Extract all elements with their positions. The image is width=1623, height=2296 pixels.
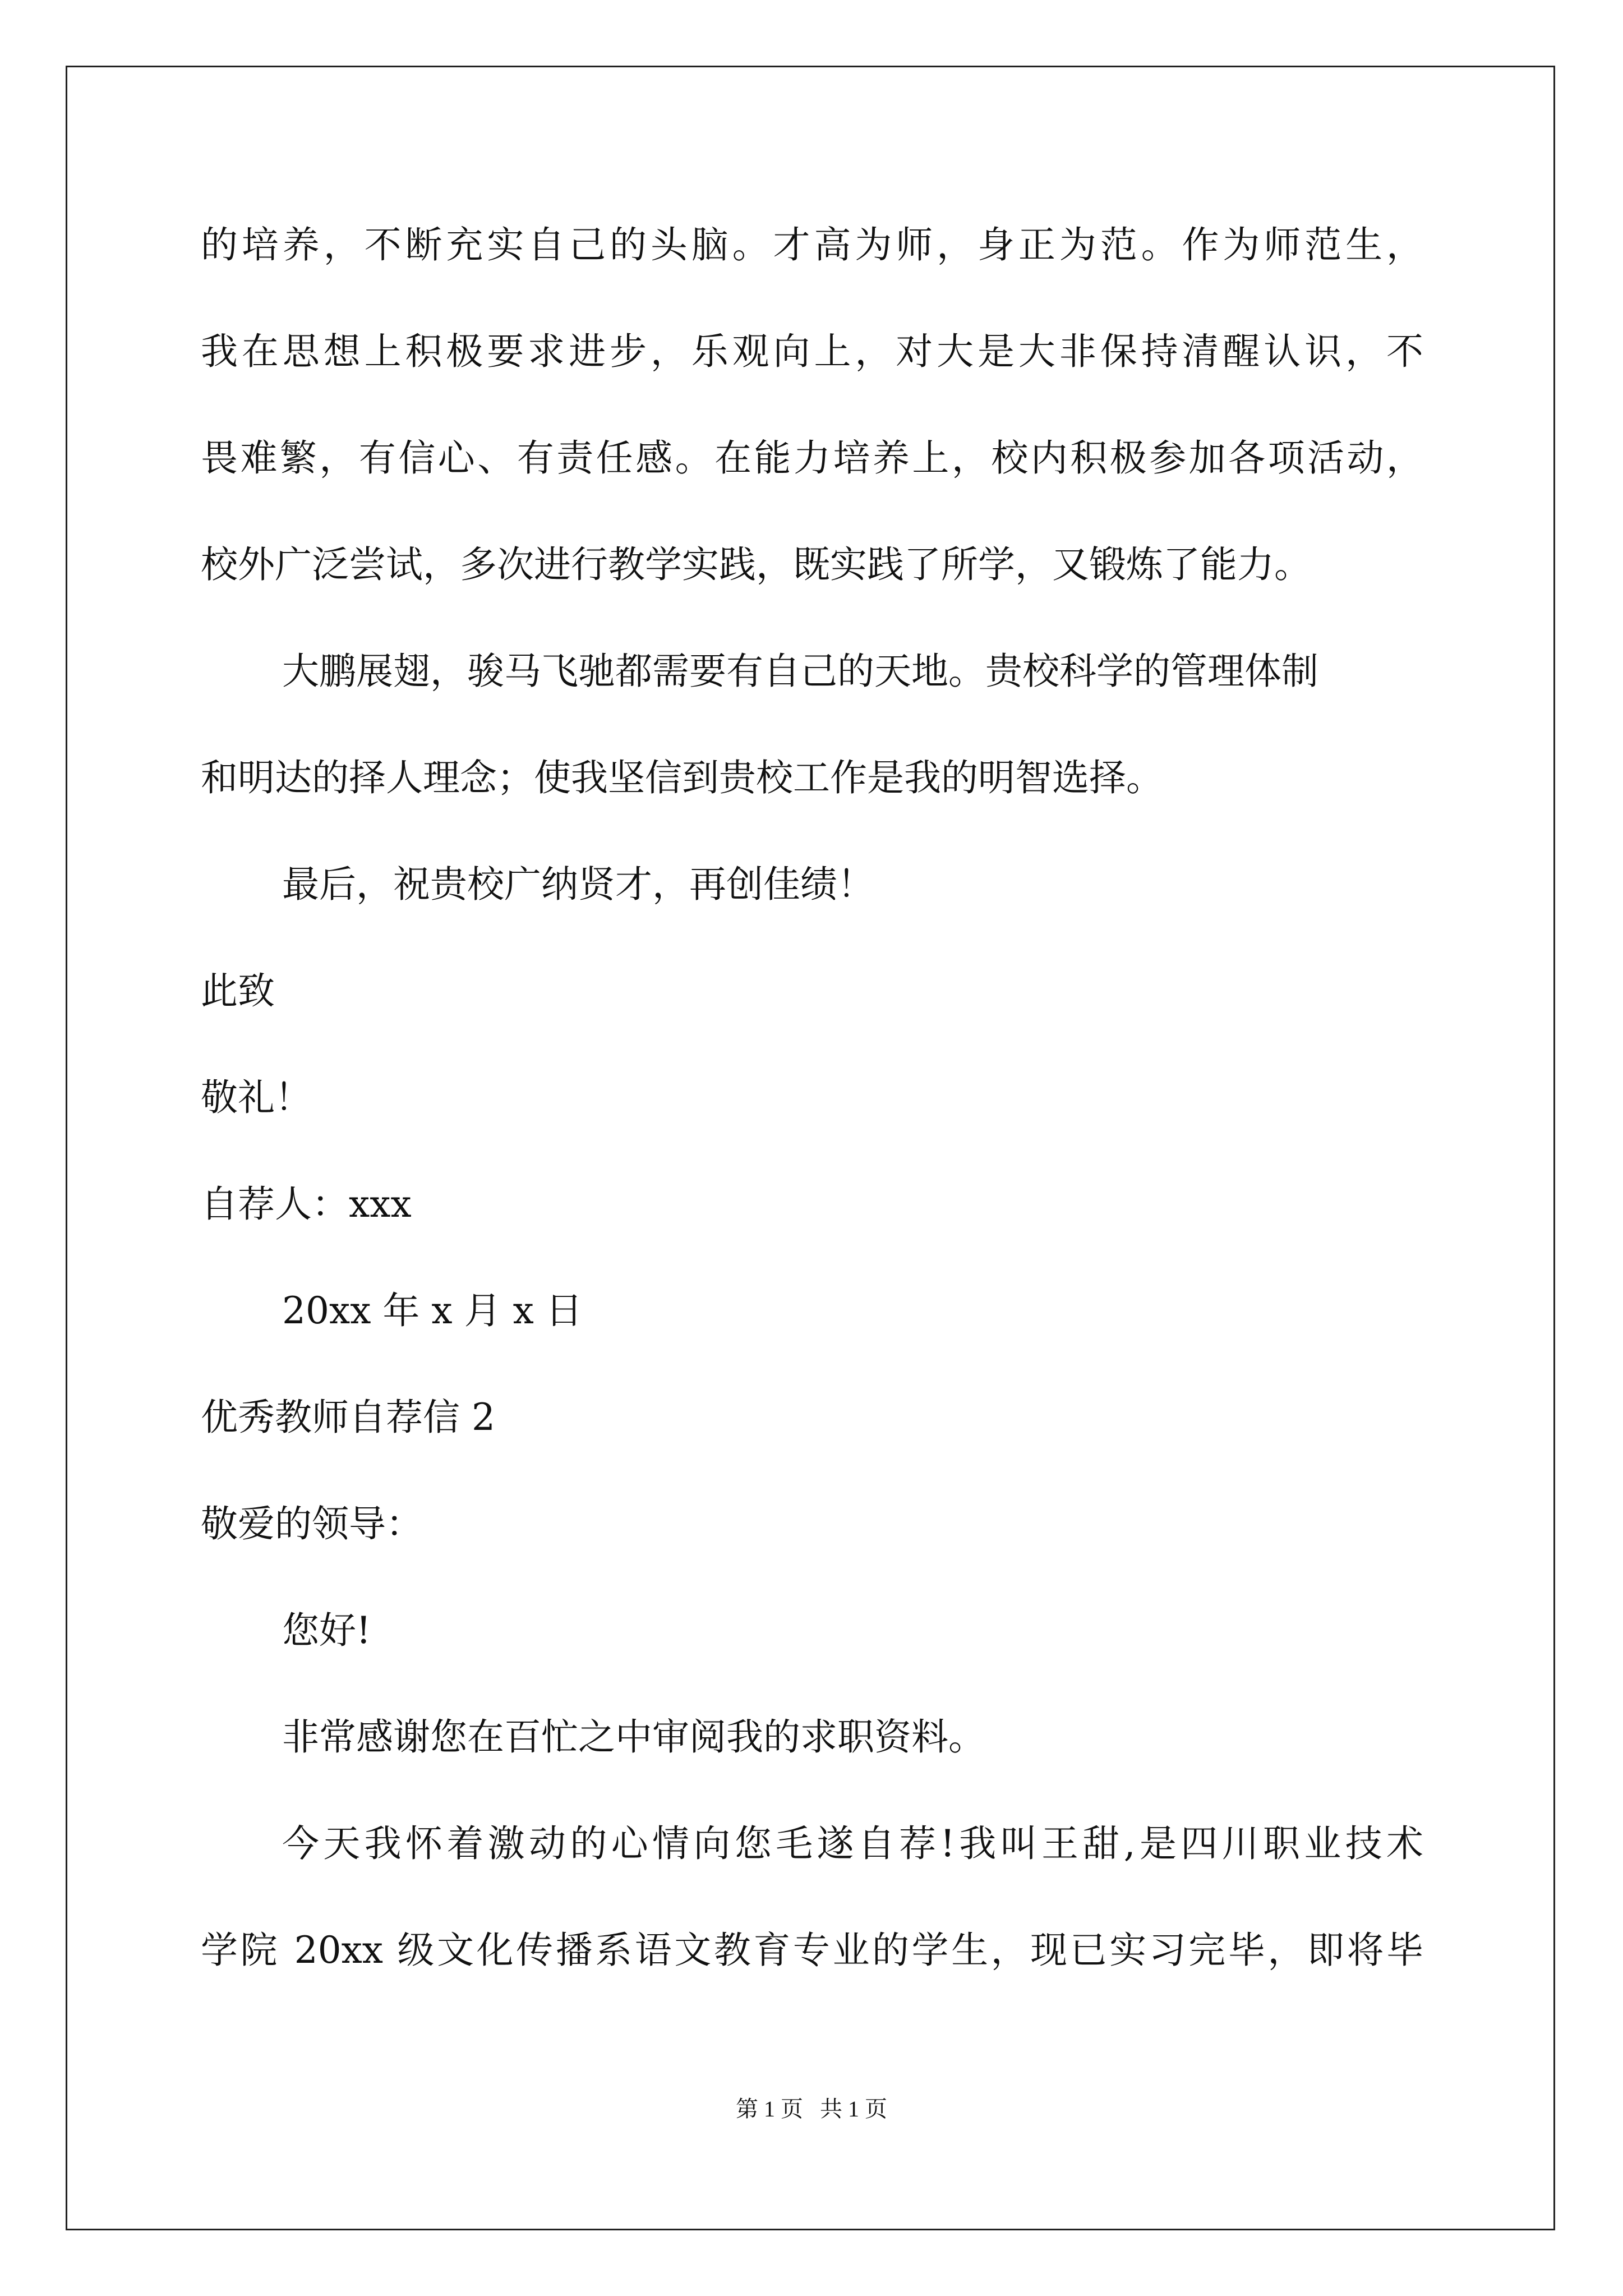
body-text-line: 畏难繁，有信心、有责任感。在能力培养上，校内积极参加各项活动， [201, 436, 1423, 480]
body-text-line: 非常感谢您在百忙之中审阅我的求职资料。 [282, 1715, 985, 1759]
greeting-line: 敬爱的领导： [201, 1502, 423, 1545]
body-text-line: 我在思想上积极要求进步，乐观向上，对大是大非保持清醒认识，不 [201, 330, 1423, 373]
body-text-line: 校外广泛尝试，多次进行教学实践，既实践了所学，又锻炼了能力。 [201, 543, 1311, 586]
signature-line: 自荐人：xxx [201, 1182, 412, 1226]
body-text-line: 今天我怀着激动的心情向您毛遂自荐!我叫王甜,是四川职业技术 [282, 1822, 1423, 1865]
closing-regards: 敬礼！ [201, 1076, 312, 1119]
body-text-line: 最后，祝贵校广纳贤才，再创佳绩！ [282, 863, 874, 906]
body-text-line: 和明达的择人理念；使我坚信到贵校工作是我的明智选择。 [201, 756, 1163, 799]
page-number-footer: 第 1 页 共 1 页 [736, 2096, 887, 2122]
closing-salutation: 此致 [201, 969, 275, 1013]
page-border [66, 66, 1555, 2230]
body-text-line: 学院 20xx 级文化传播系语文教育专业的学生，现已实习完毕，即将毕 [201, 1929, 1423, 1972]
hello-line: 您好! [282, 1609, 371, 1652]
body-text-line: 大鹏展翅，骏马飞驰都需要有自己的天地。贵校科学的管理体制 [282, 650, 1318, 693]
date-line: 20xx 年 x 月 x 日 [282, 1289, 583, 1332]
body-text-line: 的培养，不断充实自己的头脑。才高为师，身正为范。作为师范生， [201, 223, 1423, 266]
section-title: 优秀教师自荐信 2 [201, 1396, 495, 1439]
